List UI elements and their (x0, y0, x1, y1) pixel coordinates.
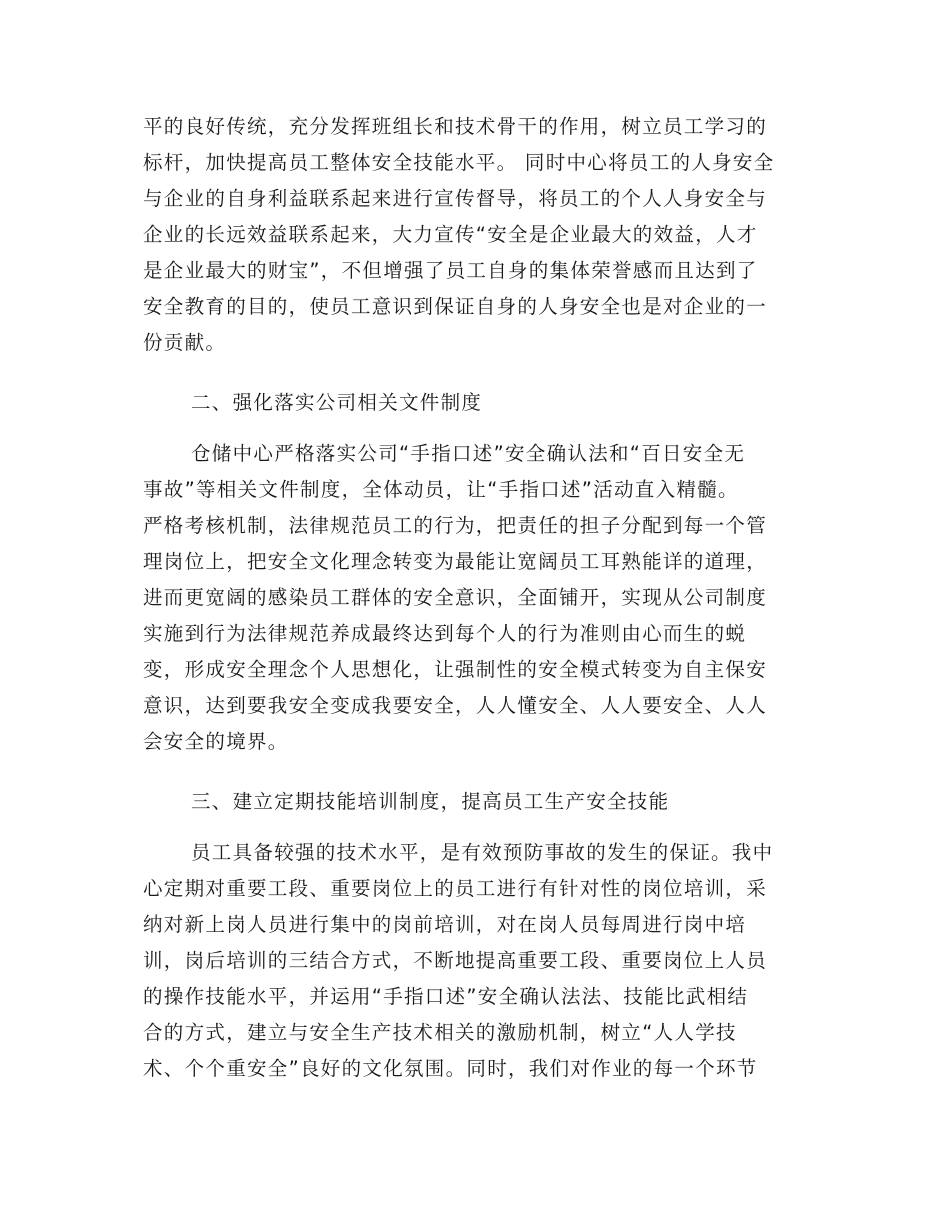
text-line: 进而更宽阔的感染员工群体的安全意识，全面铺开，实现从公司制度 (143, 586, 768, 609)
section-2-heading: 二、强化落实公司相关文件制度 (191, 391, 483, 414)
text-line: 标杆，加快提高员工整体安全技能水平。 同时中心将员工的人身安全 (143, 151, 775, 174)
text-line: 平的良好传统，充分发挥班组长和技术骨干的作用，树立员工学习的 (143, 115, 768, 138)
text-line: 意识，达到要我安全变成我要安全，人人懂安全、人人要安全、人人 (143, 694, 768, 717)
text-line: 会安全的境界。 (143, 730, 289, 753)
text-line: 训，岗后培训的三结合方式，不断地提高重要工段、重要岗位上人员 (143, 949, 768, 972)
text-line: 纳对新上岗人员进行集中的岗前培训，对在岗人员每周进行岗中培 (143, 913, 747, 936)
text-line: 心定期对重要工段、重要岗位上的员工进行有针对性的岗位培训，采 (143, 877, 768, 900)
text-line: 实施到行为法律规范养成最终达到每个人的行为准则由心而生的蜕 (143, 622, 747, 645)
text-line: 术、个个重安全”良好的文化氛围。同时，我们对作业的每一个环节 (143, 1057, 758, 1080)
text-line: 事故”等相关文件制度，全体动员，让“手指口述”活动直入精髓。 (143, 478, 739, 501)
text-line: 安全教育的目的，使员工意识到保证自身的人身安全也是对企业的一 (143, 295, 768, 318)
text-line: 是企业最大的财宝”，不但增强了员工自身的集体荣誉感而且达到了 (143, 259, 758, 282)
text-line: 的操作技能水平，并运用“手指口述”安全确认法法、技能比武相结 (143, 985, 749, 1008)
section-3-heading: 三、建立定期技能培训制度，提高员工生产安全技能 (191, 790, 670, 813)
text-line: 仓储中心严格落实公司“手指口述”安全确认法和“百日安全无 (191, 442, 746, 465)
text-line: 企业的长远效益联系起来，大力宣传“安全是企业最大的效益，人才 (143, 223, 758, 246)
text-line: 合的方式，建立与安全生产技术相关的激励机制，树立“人人学技 (143, 1021, 737, 1044)
text-line: 员工具备较强的技术水平，是有效预防事故的发生的保证。我中 (191, 841, 774, 864)
text-line: 严格考核机制，法律规范员工的行为，把责任的担子分配到每一个管 (143, 514, 768, 537)
text-line: 份贡献。 (143, 331, 227, 354)
text-line: 与企业的自身利益联系起来进行宣传督导，将员工的个人人身安全与 (143, 187, 768, 210)
text-line: 理岗位上，把安全文化理念转变为最能让宽阔员工耳熟能详的道理， (143, 550, 768, 573)
text-line: 变，形成安全理念个人思想化，让强制性的安全模式转变为自主保安 (143, 658, 768, 681)
